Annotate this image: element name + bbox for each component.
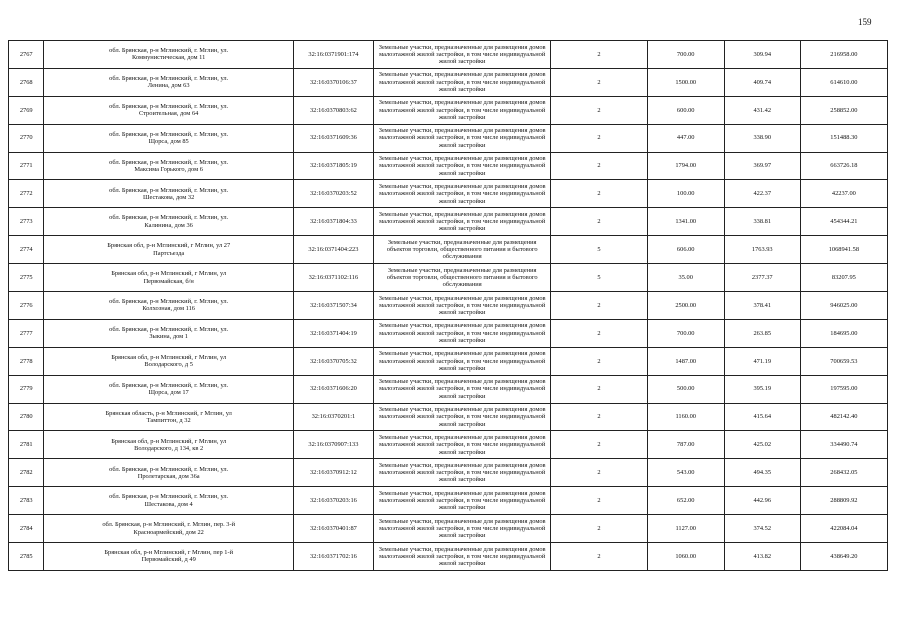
cell-area: 787.00 xyxy=(647,431,724,459)
cell-record-number: 2780 xyxy=(9,403,44,431)
cell-permitted-use-line: жилой застройки xyxy=(438,197,486,205)
cell-address-line: Тампиттон, д 32 xyxy=(146,417,191,425)
cell-address xyxy=(44,124,293,152)
cell-address-line: обл. Брянская, р-н Мглинский, г. Мглин, ул. xyxy=(109,75,229,83)
cell-permitted-use xyxy=(373,459,550,487)
cell-unit-value: 442.96 xyxy=(724,487,800,515)
cell-cadastral-number: 32:16:0370401:87 xyxy=(293,515,373,543)
cell-record-number: 2769 xyxy=(9,96,44,124)
cell-permitted-use-line: малоэтажной жилой застройки, в том числе индивидуальной xyxy=(379,469,546,477)
cell-use-category: 2 xyxy=(551,319,647,347)
cell-record-number: 2770 xyxy=(9,124,44,152)
cell-unit-value: 338.81 xyxy=(724,208,800,236)
cell-permitted-use-line: Земельные участки, предназначенные для размещения домов xyxy=(378,43,546,51)
cell-address-line: обл. Брянская, р-н Мглинский, г. Мглин, ул. xyxy=(109,130,229,138)
cell-permitted-use-line: Земельные участки, предназначенные для размещения домов xyxy=(378,182,546,190)
table-row xyxy=(9,319,888,347)
cell-address-line: обл. Брянская, р-н Мглинский, г. Мглин, ул. xyxy=(109,102,229,110)
cell-cadastral-value: 268432.05 xyxy=(800,459,887,487)
cell-area: 600.00 xyxy=(647,96,724,124)
table-row xyxy=(9,41,888,69)
cell-permitted-use xyxy=(373,375,550,403)
cell-cadastral-number: 32:16:0371702:16 xyxy=(293,543,373,571)
cell-permitted-use-line: объектов торговли, общественного питания и бытового xyxy=(386,273,538,281)
cell-address xyxy=(44,347,293,375)
cell-address-line: Пролетарская, дом 36а xyxy=(137,472,200,480)
cell-address xyxy=(44,208,293,236)
cell-address-line: Брянская область, р-н Мглинский, г Мглин, ул xyxy=(105,409,232,417)
cell-address-line: Володарского, д 134, кв 2 xyxy=(134,444,204,452)
cell-permitted-use xyxy=(373,208,550,236)
cell-permitted-use-line: жилой застройки xyxy=(438,337,486,344)
table-row xyxy=(9,459,888,487)
cell-permitted-use-line: жилой застройки xyxy=(438,448,486,456)
cell-permitted-use-line: жилой застройки xyxy=(438,560,486,568)
cell-address xyxy=(44,292,293,320)
table-row xyxy=(9,208,888,236)
cell-address xyxy=(44,236,293,264)
table-body xyxy=(9,41,888,571)
cell-address xyxy=(44,96,293,124)
cell-cadastral-value: 151488.30 xyxy=(800,124,887,152)
cell-record-number: 2783 xyxy=(9,487,44,515)
cell-address-line: Красноармейский, дом 22 xyxy=(133,528,204,536)
cell-address-line: обл. Брянская, р-н Мглинский, г. Мглин, ул. xyxy=(109,381,229,389)
cell-unit-value: 309.94 xyxy=(724,41,800,69)
cell-area: 500.00 xyxy=(647,375,724,403)
cell-use-category: 2 xyxy=(551,347,647,375)
cell-cadastral-value: 288809.92 xyxy=(800,487,887,515)
cell-permitted-use-line: Земельные участки, предназначенные для размещения домов xyxy=(378,210,546,218)
cell-cadastral-number: 32:16:0371606:20 xyxy=(293,375,373,403)
cell-address-line: Брянская обл, р-н Мглинский, г Мглин, ул xyxy=(111,353,227,361)
cell-permitted-use-line: Земельные участки, предназначенные для размещения домов xyxy=(378,489,546,497)
cell-permitted-use-line: малоэтажной жилой застройки, в том числе индивидуальной xyxy=(379,301,546,309)
cell-unit-value: 374.52 xyxy=(724,515,800,543)
cell-record-number: 2773 xyxy=(9,208,44,236)
cell-permitted-use xyxy=(373,264,550,292)
cell-use-category: 2 xyxy=(551,208,647,236)
cell-permitted-use-line: Земельные участки, предназначенные для размещения xyxy=(387,266,537,274)
cell-permitted-use-line: жилой застройки xyxy=(438,309,486,317)
cell-cadastral-number: 32:16:0370106:37 xyxy=(293,68,373,96)
cell-permitted-use-line: жилой застройки xyxy=(438,364,486,372)
cell-address-line: Брянская обл, р-н Мглинский, г Мглин, ул xyxy=(111,437,227,445)
cell-use-category: 2 xyxy=(551,68,647,96)
cell-permitted-use xyxy=(373,152,550,180)
cell-address xyxy=(44,41,293,69)
cell-cadastral-value: 614610.00 xyxy=(800,68,887,96)
cell-cadastral-value: 216958.00 xyxy=(800,41,887,69)
cell-permitted-use xyxy=(373,41,550,69)
cell-address-line: Шестакова, дом 4 xyxy=(144,500,193,508)
cell-address-line: обл. Брянская, р-н Мглинский, г. Мглин, ул. xyxy=(109,326,229,334)
cell-address-line: Первомайский, д 49 xyxy=(141,556,196,564)
cell-permitted-use xyxy=(373,319,550,347)
cell-permitted-use-line: малоэтажной жилой застройки, в том числе индивидуальной xyxy=(379,441,546,449)
cell-cadastral-number: 32:16:0371507:34 xyxy=(293,292,373,320)
cell-record-number: 2774 xyxy=(9,236,44,264)
cell-unit-value: 413.82 xyxy=(724,543,800,571)
cell-permitted-use-line: Земельные участки, предназначенные для размещения домов xyxy=(378,378,546,386)
cell-permitted-use-line: жилой застройки xyxy=(438,113,486,121)
cell-permitted-use xyxy=(373,403,550,431)
cell-area: 1341.00 xyxy=(647,208,724,236)
cell-cadastral-number: 32:16:0371804:33 xyxy=(293,208,373,236)
cell-address-line: Колхозная, дом 116 xyxy=(142,305,195,313)
cell-permitted-use-line: Земельные участки, предназначенные для размещения домов xyxy=(378,406,546,414)
cell-address-line: обл. Брянская, р-н Мглинский, г. Мглин, пер. 3-й xyxy=(102,521,236,529)
cell-permitted-use-line: малоэтажной жилой застройки, в том числе индивидуальной xyxy=(379,78,546,86)
cell-unit-value: 425.02 xyxy=(724,431,800,459)
cell-address-line: Щорса, дом 85 xyxy=(148,138,189,146)
cell-cadastral-value: 482142.40 xyxy=(800,403,887,431)
cell-permitted-use-line: жилой застройки xyxy=(438,504,486,512)
cell-use-category: 2 xyxy=(551,152,647,180)
cell-address xyxy=(44,264,293,292)
cell-cadastral-number: 32:16:0371609:36 xyxy=(293,124,373,152)
cell-unit-value: 415.64 xyxy=(724,403,800,431)
cell-area: 1060.00 xyxy=(647,543,724,571)
cell-cadastral-number: 32:16:0371901:174 xyxy=(293,41,373,69)
cell-cadastral-value: 197595.00 xyxy=(800,375,887,403)
cell-permitted-use-line: Земельные участки, предназначенные для размещения домов xyxy=(378,461,546,469)
cell-address-line: Партсъезда xyxy=(153,249,185,257)
cell-permitted-use xyxy=(373,487,550,515)
cell-permitted-use-line: Земельные участки, предназначенные для размещения домов xyxy=(378,155,546,163)
cell-record-number: 2772 xyxy=(9,180,44,208)
cell-permitted-use-line: Земельные участки, предназначенные для размещения домов xyxy=(378,99,546,107)
cell-record-number: 2784 xyxy=(9,515,44,543)
cell-permitted-use-line: обслуживания xyxy=(442,281,482,289)
cell-permitted-use xyxy=(373,124,550,152)
cell-permitted-use-line: жилой застройки xyxy=(438,58,486,66)
cell-permitted-use-line: Земельные участки, предназначенные для размещения домов xyxy=(378,350,546,358)
cell-permitted-use-line: малоэтажной жилой застройки, в том числе индивидуальной xyxy=(379,413,546,421)
cell-cadastral-value: 700659.53 xyxy=(800,347,887,375)
cell-permitted-use xyxy=(373,543,550,571)
cell-cadastral-number: 32:16:0371805:19 xyxy=(293,152,373,180)
cell-address-line: обл. Брянская, р-н Мглинский, г. Мглин, ул. xyxy=(109,158,229,166)
cell-address-line: обл. Брянская, р-н Мглинский, г. Мглин, ул. xyxy=(109,465,229,473)
cell-address xyxy=(44,459,293,487)
cell-record-number: 2781 xyxy=(9,431,44,459)
cell-address xyxy=(44,152,293,180)
cell-address xyxy=(44,431,293,459)
cell-permitted-use-line: обслуживания xyxy=(442,253,482,261)
cell-address-line: Максима Горького, дом 6 xyxy=(134,166,203,173)
cell-permitted-use-line: малоэтажной жилой застройки, в том числе индивидуальной xyxy=(379,190,546,198)
cell-area: 100.00 xyxy=(647,180,724,208)
cell-cadastral-value: 438649.20 xyxy=(800,543,887,571)
cell-cadastral-number: 32:16:0371102:116 xyxy=(293,264,373,292)
cell-use-category: 2 xyxy=(551,543,647,571)
cell-address-line: обл. Брянская, р-н Мглинский, г. Мглин, ул. xyxy=(109,493,229,501)
cell-permitted-use-line: малоэтажной жилой застройки, в том числе индивидуальной xyxy=(379,552,546,560)
cell-address-line: обл. Брянская, р-н Мглинский, г. Мглин, ул. xyxy=(109,298,229,306)
cell-cadastral-number: 32:16:0370201:1 xyxy=(293,403,373,431)
cell-address-line: Строительная, дом 64 xyxy=(139,110,199,118)
table-row xyxy=(9,124,888,152)
cell-cadastral-value: 454344.21 xyxy=(800,208,887,236)
cell-record-number: 2778 xyxy=(9,347,44,375)
page-number: 159 xyxy=(858,17,872,27)
cell-permitted-use-line: Земельные участки, предназначенные для размещения xyxy=(387,238,537,246)
cell-permitted-use-line: жилой застройки xyxy=(438,85,486,93)
table-row xyxy=(9,543,888,571)
cell-unit-value: 494.35 xyxy=(724,459,800,487)
cell-area: 652.00 xyxy=(647,487,724,515)
cell-permitted-use-line: жилой застройки xyxy=(438,225,486,233)
cell-cadastral-value: 184695.00 xyxy=(800,319,887,347)
table-row xyxy=(9,403,888,431)
cell-permitted-use-line: малоэтажной жилой застройки, в том числе индивидуальной xyxy=(379,329,546,337)
cell-permitted-use-line: жилой застройки xyxy=(438,420,486,428)
cell-permitted-use-line: малоэтажной жилой застройки, в том числе индивидуальной xyxy=(379,385,546,393)
cell-permitted-use xyxy=(373,431,550,459)
cell-cadastral-number: 32:16:0370907:133 xyxy=(293,431,373,459)
cell-address-line: обл. Брянская, р-н Мглинский, г. Мглин, ул. xyxy=(109,214,229,222)
cell-area: 1127.00 xyxy=(647,515,724,543)
cell-address-line: Коммунистическая, дом 11 xyxy=(132,54,206,62)
cell-address-line: обл. Брянская, р-н Мглинский, г. Мглин, ул. xyxy=(109,47,229,55)
cell-area: 1487.00 xyxy=(647,347,724,375)
cell-address xyxy=(44,319,293,347)
cell-record-number: 2771 xyxy=(9,152,44,180)
cell-address xyxy=(44,403,293,431)
cell-record-number: 2777 xyxy=(9,319,44,347)
cell-use-category: 2 xyxy=(551,403,647,431)
cell-permitted-use-line: жилой застройки xyxy=(438,532,486,540)
cell-permitted-use-line: малоэтажной жилой застройки, в том числе индивидуальной xyxy=(379,524,546,532)
cell-address-line: Брянская обл, р-н Мглинский, г Мглин, ул 27 xyxy=(107,242,231,250)
cell-cadastral-value: 334490.74 xyxy=(800,431,887,459)
cell-area: 2500.00 xyxy=(647,292,724,320)
cell-unit-value: 369.97 xyxy=(724,152,800,180)
table-row xyxy=(9,487,888,515)
table-row xyxy=(9,236,888,264)
cell-permitted-use xyxy=(373,96,550,124)
cell-address-line: Ленина, дом 63 xyxy=(147,82,190,90)
cell-address-line: Первомайская, б/н xyxy=(143,277,194,285)
cell-address-line: Володарского, д 5 xyxy=(144,361,193,369)
cell-permitted-use-line: Земельные участки, предназначенные для размещения домов xyxy=(378,127,546,135)
cell-address-line: Щорса, дом 17 xyxy=(148,389,189,397)
cell-unit-value: 422.37 xyxy=(724,180,800,208)
cell-address-line: Зыкина, дом 1 xyxy=(149,333,188,341)
cell-permitted-use-line: жилой застройки xyxy=(438,476,486,484)
cell-unit-value: 431.42 xyxy=(724,96,800,124)
cell-permitted-use-line: малоэтажной жилой застройки, в том числе индивидуальной xyxy=(379,50,546,58)
cell-permitted-use-line: малоэтажной жилой застройки, в том числе индивидуальной xyxy=(379,162,546,170)
cell-unit-value: 409.74 xyxy=(724,68,800,96)
cell-cadastral-number: 32:16:0370203:52 xyxy=(293,180,373,208)
cell-use-category: 2 xyxy=(551,515,647,543)
cell-cadastral-number: 32:16:0370912:12 xyxy=(293,459,373,487)
cell-address xyxy=(44,375,293,403)
cell-area: 606.00 xyxy=(647,236,724,264)
cell-permitted-use-line: жилой застройки xyxy=(438,169,486,177)
cell-permitted-use xyxy=(373,236,550,264)
cell-area: 447.00 xyxy=(647,124,724,152)
cell-permitted-use xyxy=(373,347,550,375)
cell-cadastral-value: 83207.95 xyxy=(800,264,887,292)
cell-use-category: 2 xyxy=(551,96,647,124)
cell-cadastral-value: 42237.00 xyxy=(800,180,887,208)
cell-address xyxy=(44,515,293,543)
cell-use-category: 5 xyxy=(551,236,647,264)
table-row xyxy=(9,515,888,543)
cell-unit-value: 2377.37 xyxy=(724,264,800,292)
cell-permitted-use xyxy=(373,515,550,543)
cell-unit-value: 338.90 xyxy=(724,124,800,152)
cell-cadastral-value: 663726.18 xyxy=(800,152,887,180)
cell-cadastral-number: 32:16:0371404:223 xyxy=(293,236,373,264)
cell-permitted-use-line: Земельные участки, предназначенные для размещения домов xyxy=(378,517,546,525)
table-row xyxy=(9,152,888,180)
cell-cadastral-number: 32:16:0370203:16 xyxy=(293,487,373,515)
cell-permitted-use-line: Земельные участки, предназначенные для размещения домов xyxy=(378,433,546,441)
table-row xyxy=(9,264,888,292)
cell-unit-value: 471.19 xyxy=(724,347,800,375)
cell-address-line: Калинина, дом 36 xyxy=(144,221,193,229)
cell-use-category: 2 xyxy=(551,180,647,208)
cell-unit-value: 1763.93 xyxy=(724,236,800,264)
cell-area: 1160.00 xyxy=(647,403,724,431)
cell-address-line: обл. Брянская, р-н Мглинский, г. Мглин, ул. xyxy=(109,186,229,194)
cell-permitted-use-line: малоэтажной жилой застройки, в том числе индивидуальной xyxy=(379,218,546,226)
cell-address xyxy=(44,487,293,515)
cell-permitted-use xyxy=(373,68,550,96)
cell-address xyxy=(44,68,293,96)
cell-address xyxy=(44,543,293,571)
cell-permitted-use-line: жилой застройки xyxy=(438,141,486,149)
cell-address-line: Брянская обл, р-н Мглинский, г Мглин, ул xyxy=(111,270,227,278)
cell-record-number: 2779 xyxy=(9,375,44,403)
table-row xyxy=(9,68,888,96)
cell-use-category: 5 xyxy=(551,264,647,292)
cell-area: 700.00 xyxy=(647,319,724,347)
cell-permitted-use-line: малоэтажной жилой застройки, в том числе индивидуальной xyxy=(379,497,546,505)
cell-record-number: 2782 xyxy=(9,459,44,487)
cell-unit-value: 395.19 xyxy=(724,375,800,403)
cell-area: 700.00 xyxy=(647,41,724,69)
table-row xyxy=(9,431,888,459)
cell-unit-value: 263.85 xyxy=(724,319,800,347)
cell-permitted-use xyxy=(373,292,550,320)
cell-permitted-use-line: малоэтажной жилой застройки, в том числе индивидуальной xyxy=(379,134,546,142)
table-row xyxy=(9,375,888,403)
cell-address xyxy=(44,180,293,208)
cell-record-number: 2767 xyxy=(9,41,44,69)
cell-use-category: 2 xyxy=(551,292,647,320)
cell-use-category: 2 xyxy=(551,41,647,69)
cell-use-category: 2 xyxy=(551,431,647,459)
cell-use-category: 2 xyxy=(551,375,647,403)
cell-cadastral-number: 32:16:0370705:32 xyxy=(293,347,373,375)
table-row xyxy=(9,96,888,124)
cell-unit-value: 378.41 xyxy=(724,292,800,320)
cell-use-category: 2 xyxy=(551,487,647,515)
cell-permitted-use-line: Земельные участки, предназначенные для размещения домов xyxy=(378,294,546,302)
cell-area: 35.00 xyxy=(647,264,724,292)
cell-use-category: 2 xyxy=(551,459,647,487)
table-row xyxy=(9,292,888,320)
cell-permitted-use xyxy=(373,180,550,208)
table-row xyxy=(9,180,888,208)
cell-address-line: Шестакова, дом 32 xyxy=(143,193,195,201)
cell-record-number: 2775 xyxy=(9,264,44,292)
cell-area: 543.00 xyxy=(647,459,724,487)
cell-area: 1794.00 xyxy=(647,152,724,180)
land-registry-table xyxy=(8,40,888,571)
cell-record-number: 2768 xyxy=(9,68,44,96)
cell-permitted-use-line: объектов торговли, общественного питания и бытового xyxy=(386,246,538,254)
cell-cadastral-value: 422084.04 xyxy=(800,515,887,543)
cell-use-category: 2 xyxy=(551,124,647,152)
cell-permitted-use-line: Земельные участки, предназначенные для размещения домов xyxy=(378,545,546,553)
cell-cadastral-number: 32:16:0370803:62 xyxy=(293,96,373,124)
table-row xyxy=(9,347,888,375)
cell-record-number: 2785 xyxy=(9,543,44,571)
cell-record-number: 2776 xyxy=(9,292,44,320)
cell-permitted-use-line: жилой застройки xyxy=(438,392,486,400)
cell-cadastral-value: 1068941.58 xyxy=(800,236,887,264)
cell-permitted-use-line: малоэтажной жилой застройки, в том числе индивидуальной xyxy=(379,106,546,114)
cell-cadastral-value: 946025.00 xyxy=(800,292,887,320)
cell-area: 1500.00 xyxy=(647,68,724,96)
cell-permitted-use-line: Земельные участки, предназначенные для размещения домов xyxy=(378,322,546,330)
cell-address-line: Брянская обл, р-н Мглинский, г Мглин, пер 1-й xyxy=(104,549,233,557)
cell-cadastral-value: 258852.00 xyxy=(800,96,887,124)
cell-cadastral-number: 32:16:0371404:19 xyxy=(293,319,373,347)
cell-permitted-use-line: Земельные участки, предназначенные для размещения домов xyxy=(378,71,546,79)
cell-permitted-use-line: малоэтажной жилой застройки, в том числе индивидуальной xyxy=(379,357,546,365)
